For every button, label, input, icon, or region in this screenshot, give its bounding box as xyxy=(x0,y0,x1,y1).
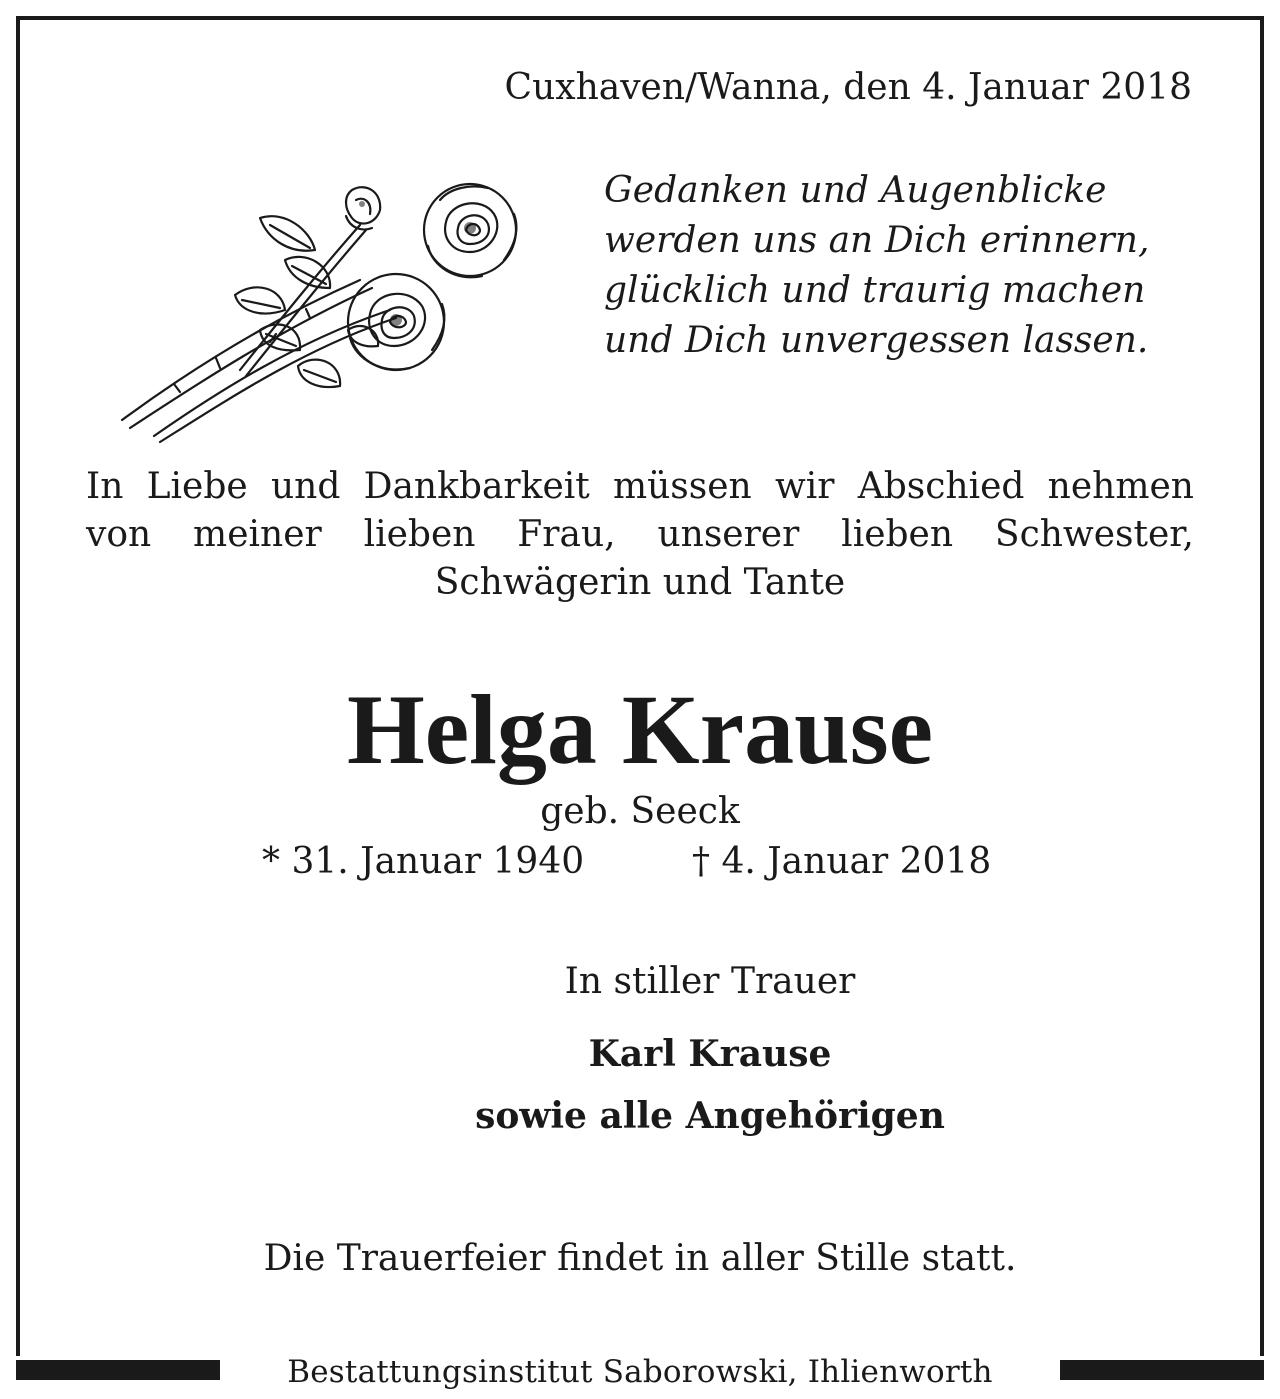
intro-text xyxy=(86,463,1194,607)
birth-date: * 31. Januar 1940 xyxy=(262,841,585,882)
mourner-name: Karl Krause xyxy=(588,1033,832,1075)
intro-line: Schwägerin und Tante xyxy=(434,562,846,603)
poem-line: glücklich und traurig machen xyxy=(604,270,1146,311)
place-date: Cuxhaven/Wanna, den 4. Januar 2018 xyxy=(504,67,1192,108)
poem-line: werden uns an Dich erinnern, xyxy=(604,220,1150,261)
deceased-name: Helga Krause xyxy=(346,674,934,785)
mourning-title: In stiller Trauer xyxy=(564,961,856,1002)
born-name: geb. Seeck xyxy=(540,791,740,832)
intro-line: von meiner lieben Frau, unserer lieben Schwester, xyxy=(86,514,1194,555)
poem xyxy=(604,166,1204,366)
funeral-home: Bestattungsinstitut Saborowski, Ihlienworth xyxy=(287,1354,993,1390)
roses-illustration xyxy=(110,170,550,450)
poem-line: Gedanken und Augenblicke xyxy=(604,170,1107,211)
mourner-name: sowie alle Angehörigen xyxy=(475,1095,945,1137)
intro-line: In Liebe und Dankbarkeit müssen wir Abschied nehmen xyxy=(86,466,1194,507)
death-date: † 4. Januar 2018 xyxy=(692,841,992,882)
footer-rule-right xyxy=(1060,1360,1264,1380)
poem-line: und Dich unvergessen lassen. xyxy=(604,320,1149,361)
ceremony-note: Die Trauerfeier findet in aller Stille statt. xyxy=(263,1238,1017,1279)
footer-rule-left xyxy=(16,1360,220,1380)
